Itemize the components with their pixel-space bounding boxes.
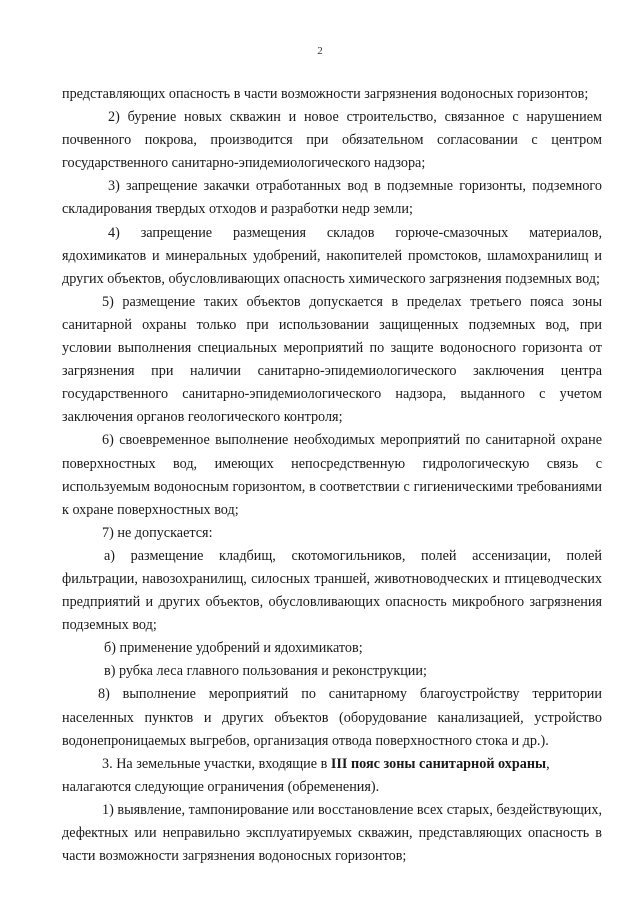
paragraph-item-7c: в) рубка леса главного пользования и реконструкции; xyxy=(104,663,427,680)
paragraph-item-7b: б) применение удобрений и ядохимикатов; xyxy=(104,640,363,657)
paragraph-section-3-lead xyxy=(62,753,602,776)
section-3-tail-text: , xyxy=(546,755,550,772)
section-3-lead-text: 3. На земельные участки, входящие в xyxy=(102,755,331,772)
document-body xyxy=(62,83,602,868)
page-number: 2 xyxy=(317,45,323,57)
paragraph-item-6: 6) своевременное выполнение необходимых мероприятий по санитарной охране поверхностных вод, имеющих непосредственную гидрологическую связь с используемым водоносным горизонтом, в соответствии с гигиеническими требованиями к охране поверхностных вод; xyxy=(62,432,602,518)
paragraph-item-4: 4) запрещение размещения складов горюче-смазочных материалов, ядохимикатов и минеральных удобрений, накопителей промстоков, шламохранилищ и других объектов, обусловливающих опасность химического загрязнения подземных вод; xyxy=(62,224,602,287)
paragraph-item-5: 5) размещение таких объектов допускается в пределах третьего пояса зоны санитарной охраны только при использовании защищенных подземных вод, при условии выполнения специальных мероприятий по защите водоносного горизонта от загрязнения при наличии санитарно-эпидемиологического заключения центра государственного санитарно-эпидемиологического надзора, выданного с учетом заключения органов геологического контроля; xyxy=(62,293,602,426)
paragraph-section-3-restrictions: налагаются следующие ограничения (обременения). xyxy=(62,778,380,795)
paragraph-item-7: 7) не допускается: xyxy=(102,524,213,541)
paragraph-item-2: 2) бурение новых скважин и новое строительство, связанное с нарушением почвенного покрова, производится при обязательном согласовании с центром государственного санитарно-эпидемиологического надзора; xyxy=(62,109,602,172)
paragraph-item-8: 8) выполнение мероприятий по санитарному благоустройству территории населенных пунктов и других объектов (оборудование канализацией, устройство водонепроницаемых выгребов, организация отвода поверхностного стока и др.). xyxy=(62,686,602,749)
section-3-bold-text: III пояс зоны санитарной охраны xyxy=(330,755,547,772)
paragraph-item-7a: а) размещение кладбищ, скотомогильников, полей ассенизации, полей фильтрации, навозохранилищ, силосных траншей, животноводческих и птицеводческих предприятий и других объектов, обусловливающих опасность микробного загрязнения подземных вод; xyxy=(62,547,602,634)
paragraph-item-3: 3) запрещение закачки отработанных вод в подземные горизонты, подземного складирования твердых отходов и разработки недр земли; xyxy=(62,178,602,218)
paragraph-continuation: представляющих опасность в части возможности загрязнения водоносных горизонтов; xyxy=(62,86,589,102)
paragraph-section-3-item-1: 1) выявление, тампонирование или восстановление всех старых, бездействующих, дефектных или неправильно эксплуатируемых скважин, представляющих опасность в части возможности загрязнения водоносных горизонтов; xyxy=(62,801,602,865)
